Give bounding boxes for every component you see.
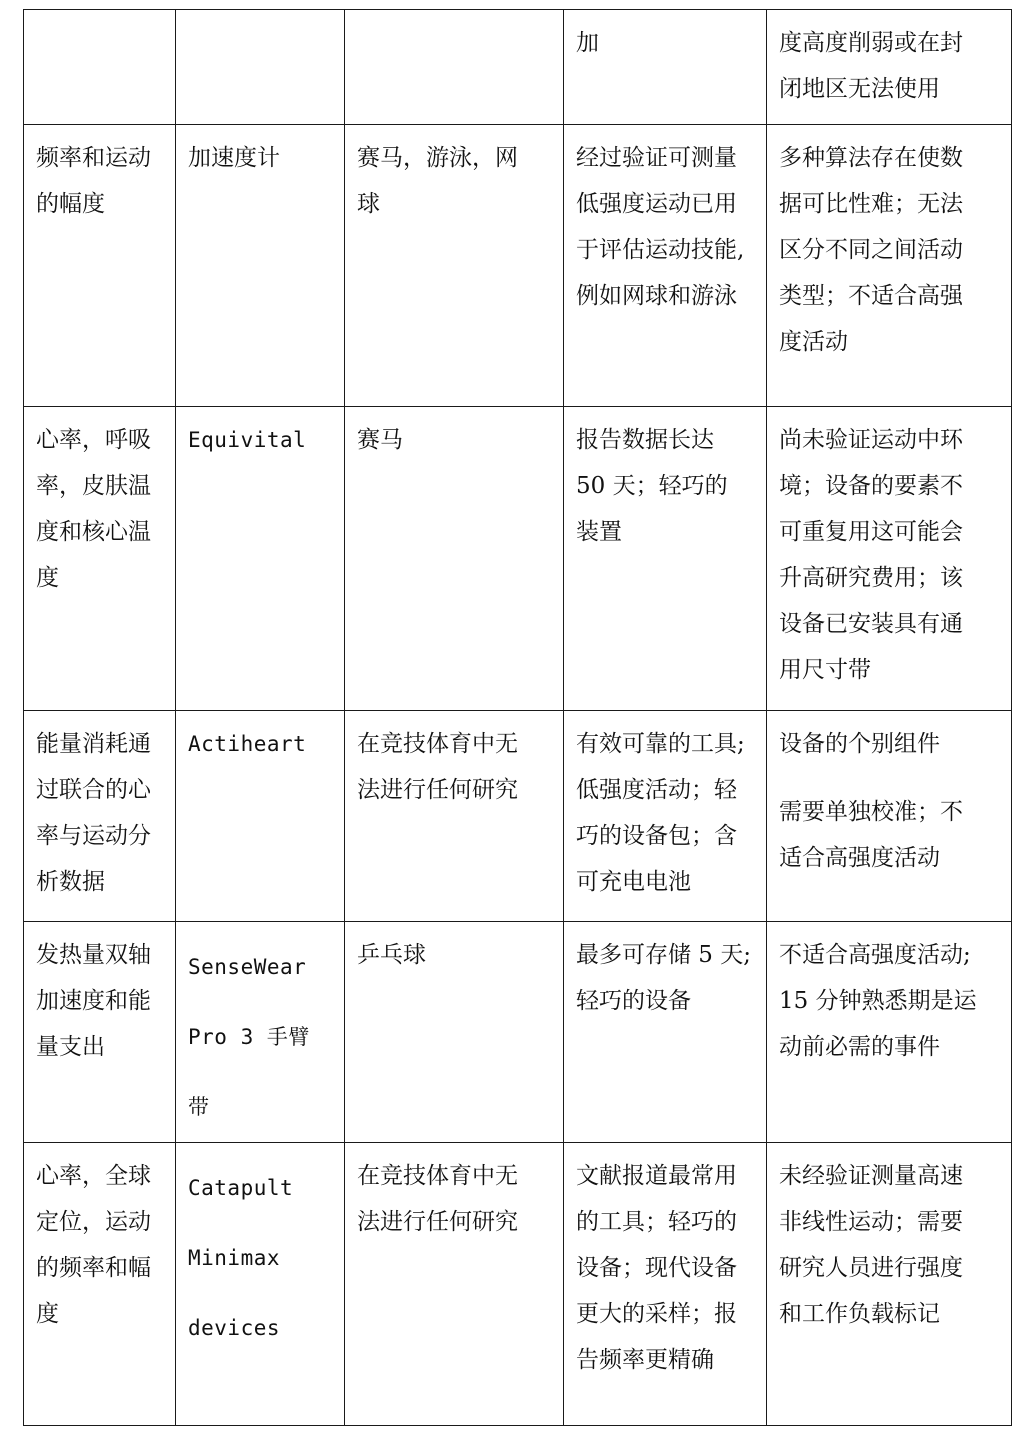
cell-text-line: 赛马: [357, 427, 403, 453]
cell-text-line: 有效可靠的工具;: [576, 731, 745, 757]
cell-text-line: Minimax: [188, 1246, 281, 1270]
cell-text-line: Actiheart: [188, 732, 307, 756]
table-row: [24, 407, 1012, 711]
cell-text-line: Equivital: [188, 428, 307, 452]
cell-text-line: 设备已安装具有通: [779, 611, 963, 637]
cell-text-line: 例如网球和游泳: [576, 283, 737, 309]
cell-text-line: 度和核心温: [36, 519, 151, 545]
cell-text-line: 赛马，游泳，网: [357, 145, 518, 171]
cell-text-line: 动前必需的事件: [779, 1034, 940, 1060]
limitation-cell: [767, 711, 1012, 922]
table-row: [24, 10, 1012, 125]
measurement-cell: [24, 1143, 176, 1426]
sport-cell: [345, 10, 564, 125]
cell-text-line: 需要单独校准；不: [779, 799, 963, 825]
device-comparison-table: [23, 9, 1012, 1426]
cell-text-line: 的工具；轻巧的: [576, 1209, 737, 1235]
cell-text-line: 设备的个别组件: [779, 731, 940, 757]
cell-text-line: 在竞技体育中无: [357, 731, 518, 757]
advantage-cell: [564, 711, 767, 922]
sport-cell: [345, 922, 564, 1143]
cell-text-line: 设备；现代设备: [576, 1255, 737, 1281]
cell-text-line: 非线性运动；需要: [779, 1209, 963, 1235]
cell-text-line: 加: [576, 30, 599, 56]
advantage-cell: [564, 922, 767, 1143]
advantage-cell: [564, 407, 767, 711]
cell-text-line: 15 分钟熟悉期是运: [779, 988, 977, 1014]
cell-text-line: 定位，运动: [36, 1209, 151, 1235]
cell-text-line: 尚未验证运动中环: [779, 427, 963, 453]
cell-text-line: 乒乓球: [357, 942, 426, 968]
cell-text-line: 未经验证测量高速: [779, 1163, 963, 1189]
measurement-cell: [24, 10, 176, 125]
cell-text-line: 和工作负载标记: [779, 1301, 940, 1327]
cell-text-line: 研究人员进行强度: [779, 1255, 963, 1281]
cell-text-line: 多种算法存在使数: [779, 145, 963, 171]
sport-cell: [345, 711, 564, 922]
cell-text-line: 量支出: [36, 1034, 105, 1060]
cell-text-line: 加速度计: [188, 145, 280, 171]
table-row: [24, 125, 1012, 407]
sport-cell: [345, 1143, 564, 1426]
limitation-cell: [767, 10, 1012, 125]
cell-text-line: 的幅度: [36, 191, 105, 217]
device-cell: [176, 711, 345, 922]
device-cell: [176, 922, 345, 1143]
cell-text-line: 巧的设备包；含: [576, 823, 737, 849]
cell-text-line: 装置: [576, 519, 622, 545]
table-row: [24, 1143, 1012, 1426]
cell-text-line: 文献报道最常用: [576, 1163, 737, 1189]
advantage-cell: [564, 1143, 767, 1426]
cell-text-line: 度: [36, 565, 59, 591]
cell-text-line: 率与运动分: [36, 823, 151, 849]
cell-text-line: 率，皮肤温: [36, 473, 151, 499]
cell-text-line: 经过验证可测量: [576, 145, 737, 171]
cell-text-line: 类型；不适合高强: [779, 283, 963, 309]
cell-text-line: 的频率和幅: [36, 1255, 151, 1281]
table-row: [24, 711, 1012, 922]
cell-text-line: 过联合的心: [36, 777, 151, 803]
device-cell: [176, 10, 345, 125]
limitation-cell: [767, 1143, 1012, 1426]
cell-text-line: 度: [36, 1301, 59, 1327]
measurement-cell: [24, 407, 176, 711]
cell-text-line: 度高度削弱或在封: [779, 30, 963, 56]
advantage-cell: [564, 125, 767, 407]
cell-text-line: 最多可存储 5 天;: [576, 942, 752, 968]
cell-text-line: 法进行任何研究: [357, 1209, 518, 1235]
cell-text-line: SenseWear: [188, 955, 307, 979]
device-cell: [176, 407, 345, 711]
cell-text-line: 球: [357, 191, 380, 217]
cell-text-line: 更大的采样；报: [576, 1301, 737, 1327]
cell-text-line: 境；设备的要素不: [779, 473, 963, 499]
cell-text-line: 不适合高强度活动;: [779, 942, 971, 968]
cell-text-line: devices: [188, 1316, 281, 1340]
cell-text-line: 析数据: [36, 869, 105, 895]
cell-text-line: 用尺寸带: [779, 657, 871, 683]
cell-text-line: 带: [188, 1095, 210, 1119]
cell-text-line: 加速度和能: [36, 988, 151, 1014]
advantage-cell: [564, 10, 767, 125]
cell-text-line: 能量消耗通: [36, 731, 151, 757]
device-cell: [176, 125, 345, 407]
cell-text-line: 度活动: [779, 329, 848, 355]
cell-text-line: 在竞技体育中无: [357, 1163, 518, 1189]
limitation-cell: [767, 125, 1012, 407]
cell-text-line: 频率和运动: [36, 145, 151, 171]
cell-text-line: 适合高强度活动: [779, 845, 940, 871]
sport-cell: [345, 125, 564, 407]
cell-text-line: 据可比性难；无法: [779, 191, 963, 217]
limitation-cell: [767, 922, 1012, 1143]
cell-text-line: 法进行任何研究: [357, 777, 518, 803]
cell-text-line: 可充电电池: [576, 869, 691, 895]
table-row: [24, 922, 1012, 1143]
cell-text-line: 报告数据长达: [576, 427, 714, 453]
cell-text-line: 心率，全球: [36, 1163, 151, 1189]
cell-text-line: Pro 3 手臂: [188, 1025, 310, 1049]
sport-cell: [345, 407, 564, 711]
cell-text-line: 升高研究费用；该: [779, 565, 963, 591]
cell-text-line: 低强度活动；轻: [576, 777, 737, 803]
measurement-cell: [24, 711, 176, 922]
cell-text-line: 轻巧的设备: [576, 988, 691, 1014]
cell-text-line: 发热量双轴: [36, 942, 151, 968]
cell-text-line: 告频率更精确: [576, 1347, 714, 1373]
table-body: [24, 10, 1012, 1426]
device-cell: [176, 1143, 345, 1426]
cell-text-line: 于评估运动技能,: [576, 237, 745, 263]
limitation-cell: [767, 407, 1012, 711]
cell-text-line: Catapult: [188, 1176, 294, 1200]
cell-text-line: 心率，呼吸: [36, 427, 151, 453]
cell-text-line: 低强度运动已用: [576, 191, 737, 217]
cell-text-line: 闭地区无法使用: [779, 76, 940, 102]
cell-text-line: 区分不同之间活动: [779, 237, 963, 263]
measurement-cell: [24, 125, 176, 407]
cell-text-line: 可重复用这可能会: [779, 519, 963, 545]
cell-text-line: 50 天；轻巧的: [576, 473, 728, 499]
measurement-cell: [24, 922, 176, 1143]
